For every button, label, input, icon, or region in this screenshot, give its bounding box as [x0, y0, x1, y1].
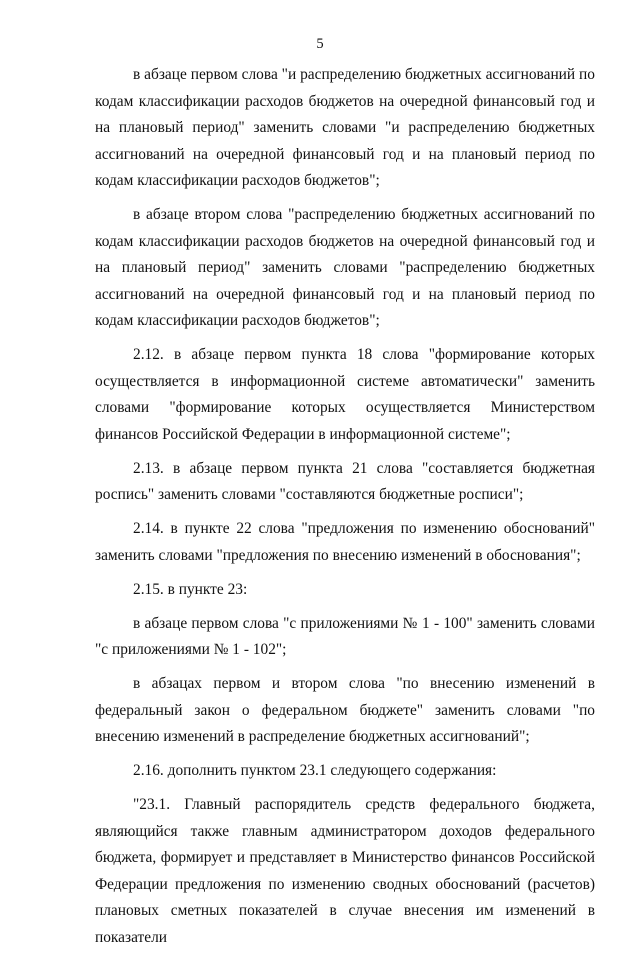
paragraph-2-15-abzacy: в абзацах первом и втором слова "по внесению изменений в федеральный закон о федеральном бюджете" заменить словами "по внесению изменений в распределение бюджетных ассигнований";	[95, 675, 595, 745]
paragraph-2-15: 2.15. в пункте 23:	[133, 580, 248, 598]
paragraph-2-15-abzac-pervyi: в абзаце первом слова "с приложениями № 1 - 100" заменить словами "с приложениями № 1 - 102";	[95, 614, 595, 658]
document-body	[95, 62, 595, 959]
paragraph-abzac-vtoroi: в абзаце втором слова "распределению бюджетных ассигнований по кодам классификации расходов бюджетов на очередной финансовый год и на плановый период" заменить словами "распределению бюджетных ассигнований на очередной финансовый год и на плановый период по кодам классификации расходов бюджетов";	[95, 206, 595, 329]
page-number: 5	[316, 36, 324, 52]
paragraph-2-14: 2.14. в пункте 22 слова "предложения по изменению обоснований" заменить словами "предложения по внесению изменений в обоснования";	[95, 520, 595, 564]
paragraph-2-12: 2.12. в абзаце первом пункта 18 слова "формирование которых осуществляется в информационной системе автоматически" заменить словами "формирование которых осуществляется Министерством финансов Российской Федерации в информационной системе";	[95, 346, 595, 443]
paragraph-2-16: 2.16. дополнить пунктом 23.1 следующего содержания:	[133, 762, 497, 779]
paragraph-abzac-pervyi: в абзаце первом слова "и распределению бюджетных ассигнований по кодам классификации расходов бюджетов на очередной финансовый год и на плановый период" заменить словами "и распределению бюджетных ассигнований на очередной финансовый год и на плановый период по кодам классификации расходов бюджетов";	[95, 66, 595, 189]
paragraph-2-13: 2.13. в абзаце первом пункта 21 слова "составляется бюджетная роспись" заменить словами "составляются бюджетные росписи";	[95, 459, 595, 503]
paragraph-23-1: "23.1. Главный распорядитель средств федерального бюджета, являющийся также главным администратором доходов федерального бюджета, формирует и представляет в Министерство финансов Российской Федерации предложения по изменению сводных обоснований (расчетов) плановых сметных показателей в случае внесения им изменений в показатели	[95, 796, 595, 946]
